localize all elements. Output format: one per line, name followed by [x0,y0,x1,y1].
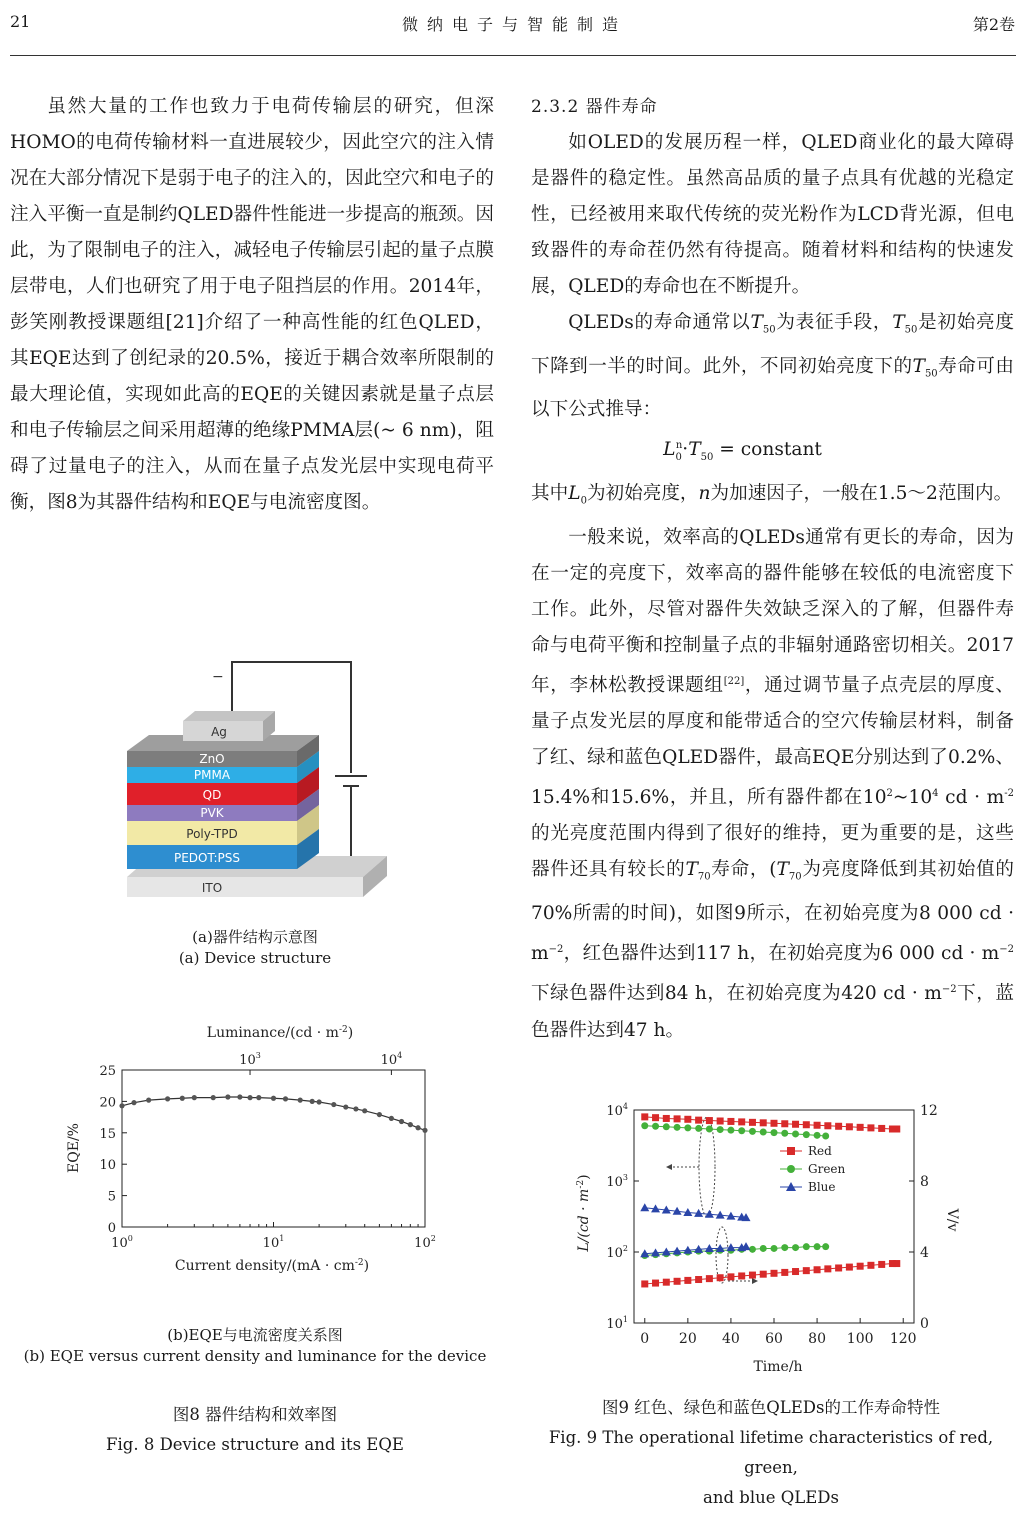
paragraph-2: QLEDs的寿命通常以$T_{50}$为表征手段，$T_{50}$是初始亮度下降到一半的时间。此外，不同初始亮度下的$T_{50}$寿命可由以下公式推导： [531,312,1014,421]
life-red-voltage-point [803,1267,810,1274]
life-green-luminance-point [792,1130,799,1137]
life-red-luminance-point [878,1125,885,1132]
left-paragraph: 虽然大量的工作也致力于电荷传输层的研究，但深HOMO的电荷传输材料一直进展较少，因此空穴的注入情况在大部分情况下是弱于电子的注入的，因此空穴和电子的注入平衡一直是制约QLED器件性能进一步提高的瓶颈。因此，为了限制电子的注入，减轻电子传输层引起的量子点膜层带电，人们也研究了用于电子阻挡层的作用。2014年，彭笑刚教授课题组[21]介绍了一种高性能的红色QLED，其EQE达到了创纪录的20.5%，接近于耦合效率所限制的最大理论值，实现如此高的EQE的关键因素就是量子点层和电子传输层之间采用超薄的绝缘PMMA层(~ 6 nm)，阻碍了过量电子的注入，从而在量子点发光层中实现电荷平衡，图8为其器件结构和EQE与电流密度图。 [10,96,494,513]
life-green-voltage-point [822,1243,829,1250]
legend-red: Red [808,1144,832,1158]
header-rule [10,55,1016,56]
life-green-luminance-point [749,1128,756,1135]
life-green-luminance-point [781,1130,788,1137]
svg-text:PEDOT:PSS: PEDOT:PSS [173,851,241,865]
life-green-voltage-point [814,1243,821,1250]
life-y-tick-label: $10^1$ [606,1315,628,1332]
eqe-data-point [343,1104,348,1109]
eqe-data-point [192,1095,197,1100]
paragraph-3: 其中$L_0$为初始亮度，n为加速因子，一般在1.5～2范围内。 [531,483,1013,508]
eqe-data-point [408,1122,413,1127]
life-x-tick-label: 0 [640,1331,650,1347]
legend-green: Green [808,1162,846,1176]
life-red-voltage-point [846,1264,853,1271]
life-red-luminance-point [760,1119,767,1126]
life-green-luminance-point [803,1131,810,1138]
svg-text:QD: QD [202,788,222,802]
legend-blue: Blue [808,1180,836,1194]
minus-sign: − [212,669,224,685]
life-blue-luminance-point [640,1203,649,1211]
life-y-tick-label: $10^2$ [606,1244,628,1261]
life-red-luminance-point [771,1120,778,1127]
life-red-voltage-point [760,1271,767,1278]
life-red-luminance-point [684,1116,691,1123]
eqe-data-point [211,1095,216,1100]
fig8a-caption-en: (a) Device structure [178,949,332,967]
life-green-luminance-point [684,1124,691,1131]
eqe-x-tick-label: $10^2$ [414,1234,436,1251]
eqe-data-point [256,1095,261,1100]
life-green-voltage-point [781,1244,788,1251]
life-green-luminance-point [652,1123,659,1130]
eqe-data-point [362,1108,367,1113]
life-red-voltage-point [857,1263,864,1270]
life-red-luminance-point [652,1114,659,1121]
life-y-tick-label: $10^3$ [606,1173,628,1190]
life-green-luminance-point [814,1132,821,1139]
fig8b-caption-cn: (b)EQE与电流密度关系图 [167,1326,343,1344]
eqe-top-tick-label: $10^3$ [239,1051,261,1068]
section-title: 2.3.2 器件寿命 [531,97,658,117]
life-x-tick-label: 80 [808,1331,826,1347]
lifetime-formula: $L_0^n\cdot T_{50}$ = constant [663,439,822,464]
lifetime-chart [570,1095,960,1385]
page-header [0,10,1029,36]
life-y2-tick-label: 4 [920,1245,929,1261]
fig8b-caption [20,1325,490,1367]
life-red-voltage-point [706,1275,713,1282]
life-red-luminance-point [803,1121,810,1128]
life-green-voltage-point [792,1244,799,1251]
eqe-data-point [247,1095,252,1100]
life-y-tick-label: $10^4$ [606,1102,628,1119]
voltage-arrowhead [752,1278,758,1284]
life-red-voltage-point [717,1274,724,1281]
life-red-luminance-point [792,1121,799,1128]
life-red-voltage-point [674,1278,681,1285]
device-structure-diagram [115,655,395,905]
life-x-tick-label: 40 [722,1331,740,1347]
layer-ito [127,877,363,897]
top-axis-label: Luminance/(cd · $m^{-2}$) [206,1025,354,1041]
eqe-data-point [146,1098,151,1103]
life-y2-tick-label: 0 [920,1316,929,1332]
life-red-luminance-point [857,1124,864,1131]
life-red-voltage-point [695,1276,702,1283]
chart-legend [780,1144,846,1194]
eqe-data-point [422,1128,427,1133]
svg-text:Poly-TPD: Poly-TPD [186,827,238,841]
life-red-luminance-point [641,1113,648,1120]
life-x-tick-label: 60 [765,1331,783,1347]
life-green-luminance-point [738,1127,745,1134]
eqe-data-point [415,1125,420,1130]
fig8b-caption-en: (b) EQE versus current density and luminance for the device [23,1347,487,1365]
right-column [531,89,1014,1049]
life-red-voltage-point [738,1272,745,1279]
eqe-y-tick-label: 20 [99,1095,116,1111]
life-red-luminance-point [835,1123,842,1130]
life-green-luminance-point [706,1126,713,1133]
eqe-plot-frame [122,1070,425,1227]
fig9-title-cn: 图9 红色、绿色和蓝色QLEDs的工作寿命特性 [602,1398,940,1417]
svg-text:Ag: Ag [211,725,227,739]
life-y2-tick-label: 8 [920,1174,929,1190]
eqe-y-tick-label: 5 [107,1189,116,1205]
life-plot-frame [634,1110,914,1323]
eqe-data-point [331,1102,336,1107]
life-red-voltage-point [781,1269,788,1276]
svg-text:PMMA: PMMA [193,768,231,782]
fig8a-caption [80,927,430,969]
eqe-data-point [310,1099,315,1104]
life-y2-axis-label: V/v [944,1208,960,1232]
life-x-axis-label: Time/h [753,1359,803,1375]
page-number: 21 [10,12,31,31]
life-red-voltage-point [771,1270,778,1277]
life-red-voltage-point [652,1280,659,1287]
life-red-voltage-point [792,1268,799,1275]
eqe-x-tick-label: $10^1$ [262,1234,285,1251]
life-green-luminance-point [822,1133,829,1140]
eqe-data-point [399,1119,404,1124]
paragraph-4: 一般来说，效率高的QLEDs通常有更长的寿命，因为在一定的亮度下，效率高的器件能够在较低的电流密度下工作。此外，尽管对器件失效缺乏深入的了解，但器件寿命与电荷平衡和控制量子点的非辐射通路密切相关。2017年，李林松教授课题组[22]，通过调节量子点壳层的厚度、量子点发光层的厚度和能带适合的空穴传输层材料，制备了红、绿和蓝色QLED器件，最高EQE分别达到了0.2%、15.4%和15.6%，并且，所有器件都在$10^2\sim 10^4$ cd · $m^{-2}$的光亮度范围内得到了很好的维持，更为重要的是，这些器件还具有较长的$T_{70}$寿命，($T_{70}$为亮度降低到其初始值的70%所需的时间)，如图9所示，在初始亮度为8 000 cd · $m^{-2}$，红色器件达到117 h，在初始亮度为6 000 cd · $m^{-2}$下绿色器件达到84 h，在初始亮度为420 cd · $m^{-2}$下，蓝色器件达到47 h。 [531,527,1015,1041]
fig8-title [20,1400,490,1460]
eqe-data-point [180,1096,185,1101]
eqe-y-tick-label: 15 [99,1126,116,1142]
life-red-luminance-point [738,1118,745,1125]
life-red-luminance-point [867,1124,874,1131]
left-column [10,89,494,521]
life-red-voltage-point [824,1265,831,1272]
life-red-luminance-point [727,1118,734,1125]
life-red-voltage-point [684,1277,691,1284]
life-red-voltage-point [893,1260,900,1267]
life-green-voltage-point [803,1243,810,1250]
life-blue-voltage-point [705,1244,714,1252]
fig8-title-cn: 图8 器件结构和效率图 [172,1405,338,1424]
life-red-luminance-point [674,1115,681,1122]
life-y2-tick-label: 12 [920,1103,938,1119]
life-green-luminance-point [641,1122,648,1129]
life-red-luminance-point [695,1117,702,1124]
svg-text:ITO: ITO [201,881,223,895]
eqe-y-tick-label: 25 [99,1064,116,1079]
life-red-luminance-point [781,1120,788,1127]
eqe-chart [40,1015,460,1285]
life-green-luminance-point [717,1126,724,1133]
eqe-data-point [165,1096,170,1101]
life-green-luminance-point [663,1123,670,1130]
life-red-luminance-point [749,1119,756,1126]
svg-text:ZnO: ZnO [199,752,225,766]
life-red-luminance-point [846,1123,853,1130]
fig8-title-en: Fig. 8 Device structure and its EQE [106,1435,404,1454]
life-red-voltage-point [727,1273,734,1280]
life-red-voltage-point [867,1262,874,1269]
life-red-luminance-point [717,1117,724,1124]
fig8a-caption-cn: (a)器件结构示意图 [192,928,318,946]
eqe-y-tick-label: 10 [99,1158,116,1174]
life-green-luminance-point [674,1124,681,1131]
life-red-voltage-point [749,1272,756,1279]
volume-label: 第2卷 [972,15,1015,34]
life-red-voltage-point [878,1261,885,1268]
life-red-luminance-point [824,1122,831,1129]
eqe-x-axis-label: Current density/(mA · $cm^{-2}$) [174,1258,370,1274]
life-x-tick-label: 100 [846,1331,874,1347]
eqe-data-point [298,1098,303,1103]
eqe-data-point [131,1100,136,1105]
life-green-luminance-point [771,1129,778,1136]
paragraph-1: 如OLED的发展历程一样，QLED商业化的最大障碍是器件的稳定性。虽然高品质的量子点具有优越的光稳定性，已经被用来取代传统的荧光粉作为LCD背光源，但电致器件的寿命茬仍然有待提高。随着材料和结构的快速发展，QLED的寿命也在不断提升。 [531,132,1014,297]
fig9-title-en-2: and blue QLEDs [703,1488,839,1507]
life-green-luminance-point [760,1128,767,1135]
journal-title: 微纳电子与智能制造 [401,15,627,34]
life-red-luminance-point [663,1115,670,1122]
luminance-arrowhead [666,1164,672,1170]
eqe-data-point [389,1116,394,1121]
life-green-luminance-point [695,1125,702,1132]
svg-text:PVK: PVK [200,806,224,820]
eqe-top-tick-label: $10^4$ [380,1051,403,1068]
life-x-tick-label: 120 [889,1331,917,1347]
eqe-data-point [225,1094,230,1099]
life-green-voltage-point [760,1245,767,1252]
eqe-x-tick-label: $10^0$ [111,1234,133,1251]
eqe-data-point [283,1096,288,1101]
eqe-data-point [317,1099,322,1104]
eqe-y-axis-label: EQE/% [66,1123,82,1173]
eqe-y-tick-label: 0 [107,1221,116,1236]
life-red-voltage-point [835,1264,842,1271]
life-red-luminance-point [893,1126,900,1133]
life-red-luminance-point [814,1122,821,1129]
life-red-luminance-point [706,1117,713,1124]
eqe-data-point [119,1103,124,1108]
eqe-data-point [353,1106,358,1111]
fig9-title-en-1: Fig. 9 The operational lifetime characteristics of red, green, [548,1428,994,1477]
luminance-group-ellipse [699,1117,715,1217]
life-red-voltage-point [814,1266,821,1273]
life-green-luminance-point [727,1127,734,1134]
life-x-tick-label: 20 [678,1331,697,1347]
eqe-data-point [237,1094,242,1099]
eqe-data-point [377,1112,382,1117]
life-red-voltage-point [641,1280,648,1287]
life-red-voltage-point [663,1279,670,1286]
eqe-data-point [271,1096,276,1101]
life-y-axis-label: $L/(cd \cdot m^{-2})$ [576,1174,592,1252]
fig9-title [531,1393,1011,1513]
life-green-voltage-point [771,1245,778,1252]
